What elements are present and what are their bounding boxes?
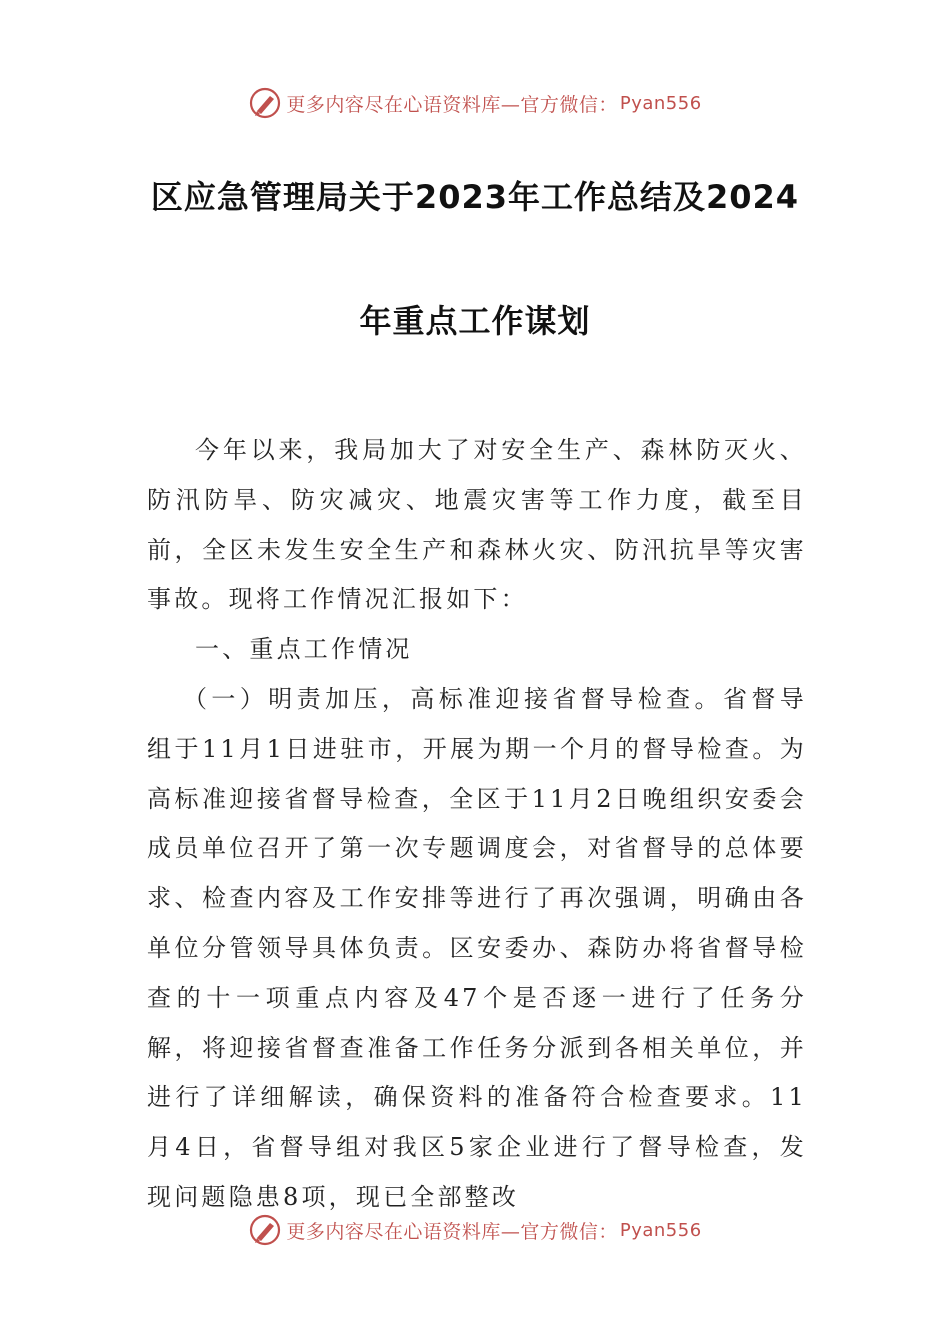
document-body [147, 426, 807, 1223]
watermark-header [0, 83, 950, 123]
watermark-footer [0, 1210, 950, 1250]
section-heading: 一、重点工作情况 [195, 635, 413, 664]
document-title-line-2: 年重点工作谋划 [359, 302, 591, 340]
watermark-wechat-id: Pyan556 [619, 1219, 702, 1241]
watermark-text: 更多内容尽在心语资料库—官方微信： [286, 1220, 618, 1243]
paragraph-intro: 今年以来，我局加大了对安全生产、森林防灭火、防汛防旱、防灾减灾、地震灾害等工作力度，截至目前，全区未发生安全生产和森林火灾、防汛抗旱等灾害事故。现将工作情况汇报如下： [147, 436, 807, 614]
paragraph-subsection-1: （一）明责加压，高标准迎接省督导检查。省督导组于11月1日进驻市，开展为期一个月的督导检查。为高标准迎接省督导检查，全区于11月2日晚组织安委会成员单位召开了第一次专题调度会，对省督导的总体要求、检查内容及工作安排等进行了再次强调，明确由各单位分管领导具体负责。区安委办、森防办将省督导检查的十一项重点内容及47个是否逐一进行了任务分解，将迎接省督查准备工作任务分派到各相关单位，并进行了详细解读，确保资料的准备符合检查要求。11月4日，省督导组对我区5家企业进行了督导检查，发现问题隐患8项，现已全部整改 [147, 684, 807, 1211]
watermark-text: 更多内容尽在心语资料库—官方微信： [286, 93, 618, 116]
pen-logo-icon [248, 1213, 282, 1247]
pen-logo-icon [248, 86, 282, 120]
watermark-wechat-id: Pyan556 [619, 92, 702, 114]
document-title-line-1: 区应急管理局关于2023年工作总结及2024 [150, 178, 800, 216]
